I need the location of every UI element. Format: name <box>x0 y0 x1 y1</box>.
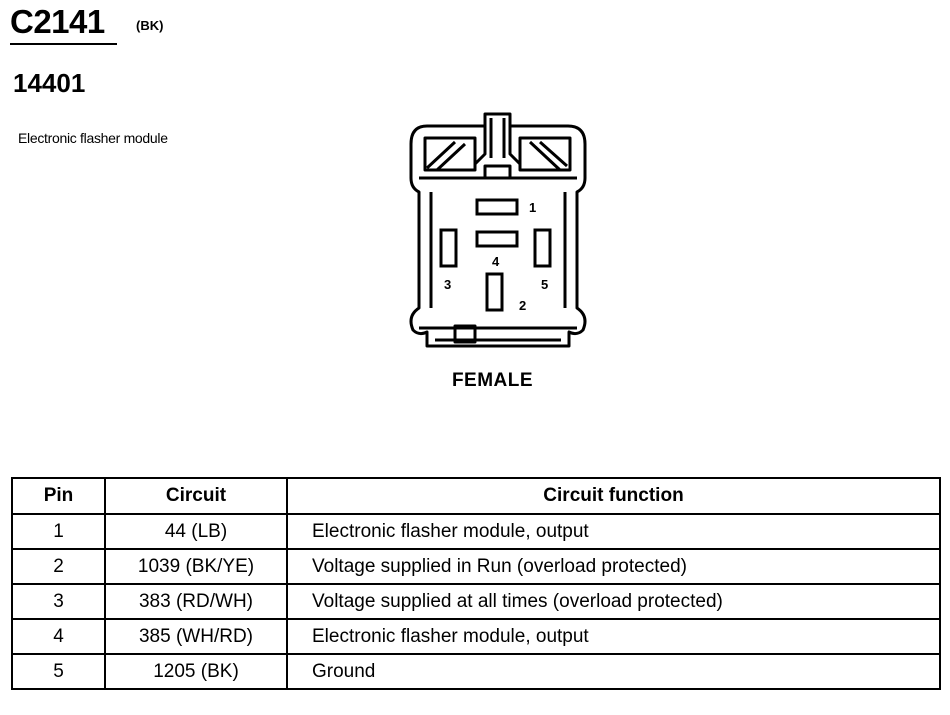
cell-function: Ground <box>287 654 940 689</box>
cell-pin: 5 <box>12 654 105 689</box>
pin-cavity-5 <box>535 230 550 266</box>
pin-cavity-2 <box>487 274 502 310</box>
table-header-row <box>12 478 940 514</box>
connector-color: (BK) <box>136 18 164 33</box>
cell-function: Voltage supplied in Run (overload protected) <box>287 549 940 584</box>
cell-circuit: 1205 (BK) <box>105 654 287 689</box>
pin-cavity-1 <box>477 200 517 214</box>
table-row <box>12 584 940 619</box>
pin-label-3: 3 <box>444 277 452 292</box>
connector-id: C2141 <box>10 3 105 40</box>
pin-cavity-4 <box>477 232 517 246</box>
cell-circuit: 44 (LB) <box>105 514 287 549</box>
header-pin: Pin <box>12 478 105 514</box>
table-row <box>12 549 940 584</box>
pin-label-1: 1 <box>529 200 537 215</box>
pin-label-4: 4 <box>492 254 500 269</box>
cell-circuit: 385 (WH/RD) <box>105 619 287 654</box>
connector-id-underline <box>10 43 117 45</box>
cell-pin: 2 <box>12 549 105 584</box>
table-row <box>12 619 940 654</box>
header-circuit: Circuit <box>105 478 287 514</box>
cell-function: Electronic flasher module, output <box>287 619 940 654</box>
cell-pin: 3 <box>12 584 105 619</box>
pin-cavity-3 <box>441 230 456 266</box>
header-circuit-function: Circuit function <box>287 478 940 514</box>
connector-face-diagram <box>405 108 590 353</box>
cell-pin: 1 <box>12 514 105 549</box>
pin-label-5: 5 <box>541 277 549 292</box>
latch-lever <box>475 114 520 164</box>
cell-circuit: 383 (RD/WH) <box>105 584 287 619</box>
pin-circuit-table <box>11 477 941 690</box>
table-row <box>12 654 940 689</box>
cell-circuit: 1039 (BK/YE) <box>105 549 287 584</box>
cell-function: Electronic flasher module, output <box>287 514 940 549</box>
component-name: Electronic flasher module <box>18 130 168 146</box>
cell-pin: 4 <box>12 619 105 654</box>
cell-function: Voltage supplied at all times (overload protected) <box>287 584 940 619</box>
table-row <box>12 514 940 549</box>
pin-label-2: 2 <box>519 298 527 313</box>
connector-gender-label: FEMALE <box>451 370 534 391</box>
part-number: 14401 <box>13 68 86 98</box>
